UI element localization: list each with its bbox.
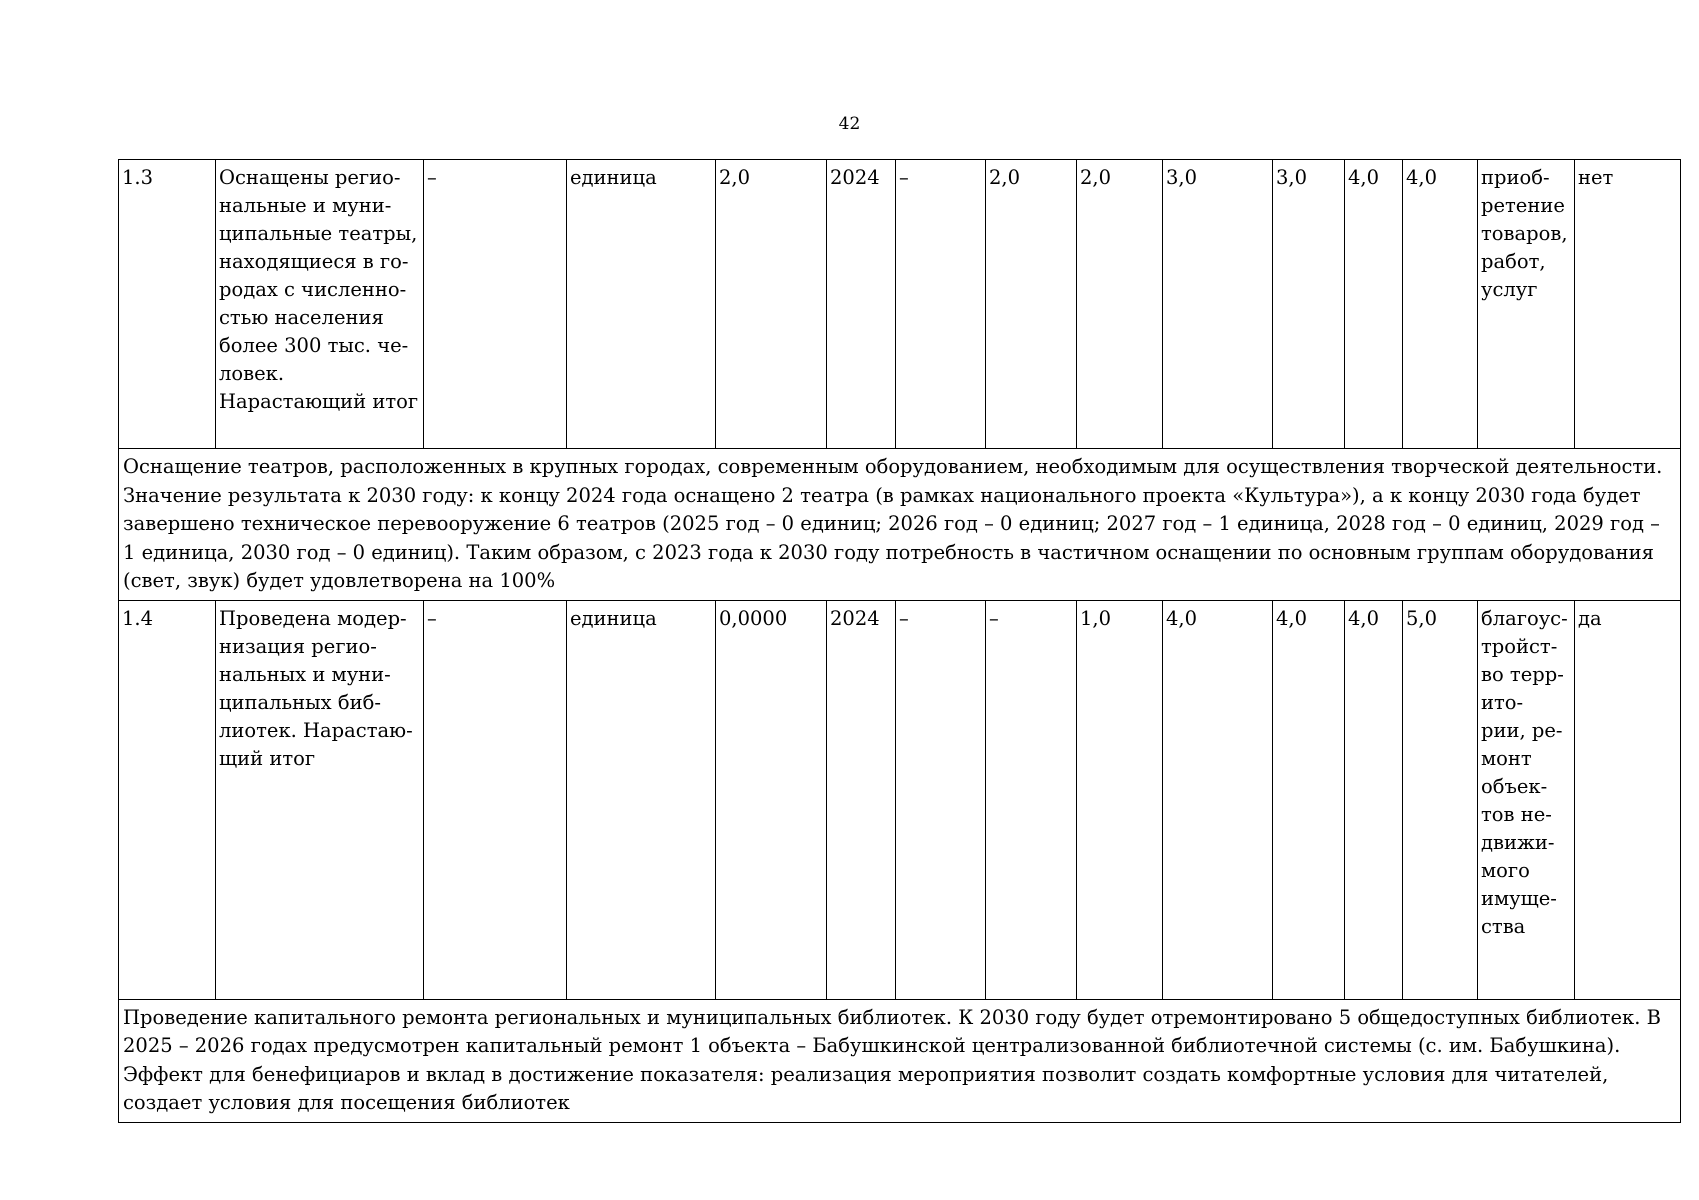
base-value: 0,0000 [716, 600, 827, 999]
value-2029: 3,0 [1273, 160, 1345, 449]
result-name: Проведена модер- низация регио- нальных и муни- ципальных биб- лиотек. Нарастаю- щий итог [216, 600, 424, 999]
result-type: благоус- тройст- во терр- ито- рии, ре- монт объек- тов не- движи- мого имуще- ства [1478, 600, 1575, 999]
table-row [119, 160, 1681, 449]
value-total: 5,0 [1403, 600, 1478, 999]
cell-type: – [424, 160, 567, 449]
description-row [119, 999, 1681, 1122]
value-2027: 2,0 [1077, 160, 1163, 449]
row-number: 1.3 [119, 160, 216, 449]
results-table [118, 159, 1681, 1123]
cell-type: – [424, 600, 567, 999]
page-number: 42 [838, 114, 861, 134]
result-description: Оснащение театров, расположенных в крупных городах, современным оборудованием, необходимым для осуществления творческой деятельности. Значение результата к 2030 году: к концу 2024 года оснащено 2 театра (в рамках национального проекта «Культура»), а к концу 2030 года будет завершено техническое перевооружение 6 театров (2025 год – 0 единиц; 2026 год – 0 единиц; 2027 год – 1 единица, 2028 год – 0 единиц, 2029 год – 1 единица, 2030 год – 0 единиц). Таким образом, с 2023 года к 2030 году потребность в частичном оснащении по основным группам оборудования (свет, звук) будет удовлетворена на 100% [119, 449, 1681, 601]
value-2030: 4,0 [1345, 600, 1403, 999]
value-2026: – [986, 600, 1077, 999]
row-number: 1.4 [119, 600, 216, 999]
unit: единица [567, 160, 716, 449]
value-2027: 1,0 [1077, 600, 1163, 999]
value-total: 4,0 [1403, 160, 1478, 449]
result-flag: да [1575, 600, 1681, 999]
result-type: приоб- ретение товаров, работ, услуг [1478, 160, 1575, 449]
value-2028: 3,0 [1163, 160, 1273, 449]
base-year: 2024 [827, 600, 896, 999]
base-year: 2024 [827, 160, 896, 449]
base-value: 2,0 [716, 160, 827, 449]
value-2028: 4,0 [1163, 600, 1273, 999]
unit: единица [567, 600, 716, 999]
value-2026: 2,0 [986, 160, 1077, 449]
table-row [119, 600, 1681, 999]
result-name: Оснащены регио- нальные и муни- ципальные театры, находящиеся в го- родах с численно- стью населения более 300 тыс. че- ловек. Нарастающий итог [216, 160, 424, 449]
description-row [119, 449, 1681, 601]
value-2029: 4,0 [1273, 600, 1345, 999]
value-2030: 4,0 [1345, 160, 1403, 449]
result-flag: нет [1575, 160, 1681, 449]
value-2025: – [896, 600, 986, 999]
result-description: Проведение капитального ремонта региональных и муниципальных библиотек. К 2030 году будет отремонтировано 5 общедоступных библиотек. В 2025 – 2026 годах предусмотрен капитальный ремонт 1 объекта – Бабушкинской централизованной библиотечной системы (с. им. Бабушкина). Эффект для бенефициаров и вклад в достижение показателя: реализация мероприятия позволит создать комфортные условия для читателей, создает условия для посещения библиотек [119, 999, 1681, 1122]
value-2025: – [896, 160, 986, 449]
